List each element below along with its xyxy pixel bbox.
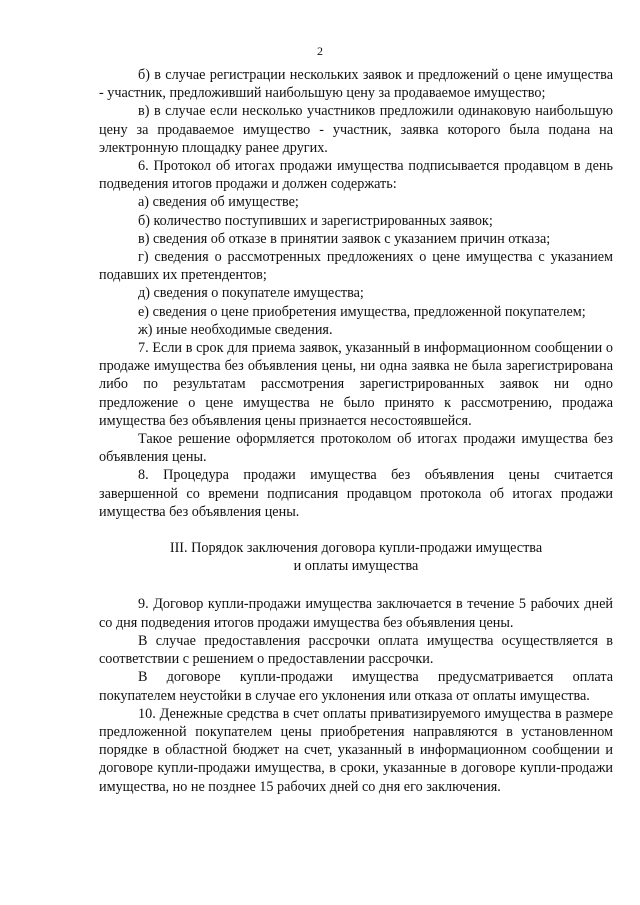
document-body [99, 66, 613, 796]
section-title-line: и оплаты имущества [293, 558, 419, 575]
paragraph: 6. Протокол об итогах продажи имущества подписывается продавцом в день подведения итогов продажи и должен содержать: [99, 158, 613, 193]
page-number: 2 [317, 44, 323, 58]
paragraph: В случае предоставления рассрочки оплата имущества осуществляется в соответствии с решением о предоставлении рассрочки. [99, 632, 613, 668]
paragraph: 7. Если в срок для приема заявок, указанный в информационном сообщении о продаже имущества без объявления цены, ни одна заявка не была зарегистрирована либо по результатам рассмотрения зарегистрированных заявок ни одно предложение о цене имущества не было принято к рассмотрению, продажа имущества без объявления цены признается несостоявшейся. [99, 340, 613, 429]
paragraph: Такое решение оформляется протоколом об итогах продажи имущества без объявления цены. [99, 431, 613, 466]
list-item: б) количество поступивших и зарегистрированных заявок; [138, 212, 493, 229]
list-item: д) сведения о покупателе имущества; [138, 285, 364, 302]
list-item: е) сведения о цене приобретения имущества, предложенной покупателем; [138, 303, 586, 320]
list-item: а) сведения об имуществе; [138, 194, 299, 211]
list-item: ж) иные необходимые сведения. [138, 321, 333, 338]
list-item: в) сведения об отказе в принятии заявок с указанием причин отказа; [138, 230, 551, 247]
paragraph: в) в случае если несколько участников предложили одинаковую наибольшую цену за продаваемое имущество - участник, заявка которого была подана на электронную площадку ранее других. [99, 103, 613, 156]
paragraph: б) в случае регистрации нескольких заявок и предложений о цене имущества - участник, предложивший наибольшую цену за продаваемое имущество; [99, 67, 613, 102]
paragraph: В договоре купли-продажи имущества предусматривается оплата покупателем неустойки в случае его уклонения или отказа от оплаты имущества. [99, 669, 613, 704]
section-title [99, 539, 613, 575]
paragraph: 9. Договор купли-продажи имущества заключается в течение 5 рабочих дней со дня подведения итогов продажи имущества без объявления цены. [99, 596, 613, 631]
section-title-line: III. Порядок заключения договора купли-продажи имущества [169, 540, 543, 557]
list-item: г) сведения о рассмотренных предложениях о цене имущества с указанием подавших их претендентов; [99, 249, 613, 284]
paragraph: 10. Денежные средства в счет оплаты приватизируемого имущества в размере предложенной покупателем цены приобретения направляются в установленном порядке в областной бюджет на счет, указанный в информационном сообщении и договоре купли-продажи имущества, в сроки, указанные в договоре купли-продажи имущества, но не позднее 15 рабочих дней со дня его заключения. [99, 705, 613, 795]
paragraph: 8. Процедура продажи имущества без объявления цены считается завершенной со времени подписания продавцом протокола об итогах продажи имущества без объявления цены. [99, 467, 613, 520]
